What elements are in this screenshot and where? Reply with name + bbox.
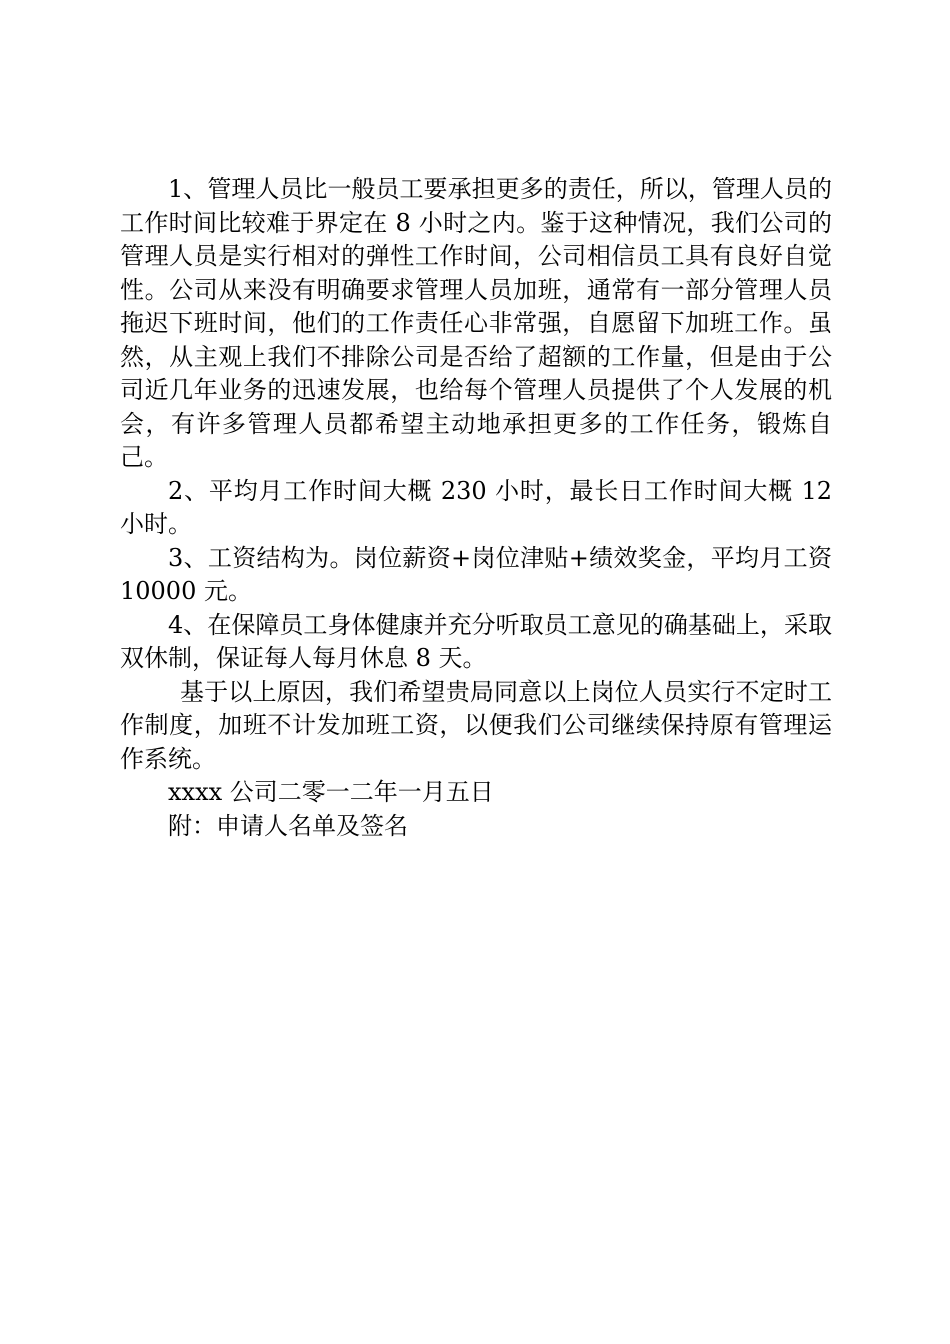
paragraph-conclusion: 基于以上原因，我们希望贵局同意以上岗位人员实行不定时工作制度，加班不计发加班工资，以便我们公司继续保持原有管理运作系统。 bbox=[120, 677, 832, 773]
paragraph-management-hours: 1、管理人员比一般员工要承担更多的责任，所以，管理人员的工作时间比较难于界定在 8 小时之内。鉴于这种情况，我们公司的管理人员是实行相对的弹性工作时间，公司相信员工具有良好自觉性。公司从来没有明确要求管理人员加班，通常有一部分管理人员拖迟下班时间，他们的工作责任心非常强，自愿留下加班工作。虽然，从主观上我们不排除公司是否给了超额的工作量，但是由于公司近几年业务的迅速发展，也给每个管理人员提供了个人发展的机会，有许多管理人员都希望主动地承担更多的工作任务，锻炼自己。 bbox=[120, 175, 832, 471]
signature-date-line: xxxx 公司二零一二年一月五日 bbox=[168, 778, 494, 806]
paragraph-salary-structure: 3、工资结构为。岗位薪资+岗位津贴+绩效奖金，平均月工资 10000 元。 bbox=[120, 543, 832, 605]
attachment-note: 附：申请人名单及签名 bbox=[168, 811, 408, 840]
paragraph-average-hours: 2、平均月工作时间大概 230 小时，最长日工作时间大概 12 小时。 bbox=[120, 476, 832, 538]
paragraph-rest-days: 4、在保障员工身体健康并充分听取员工意见的确基础上，采取双休制，保证每人每月休息 8 天。 bbox=[120, 610, 832, 672]
document-body bbox=[120, 173, 832, 843]
